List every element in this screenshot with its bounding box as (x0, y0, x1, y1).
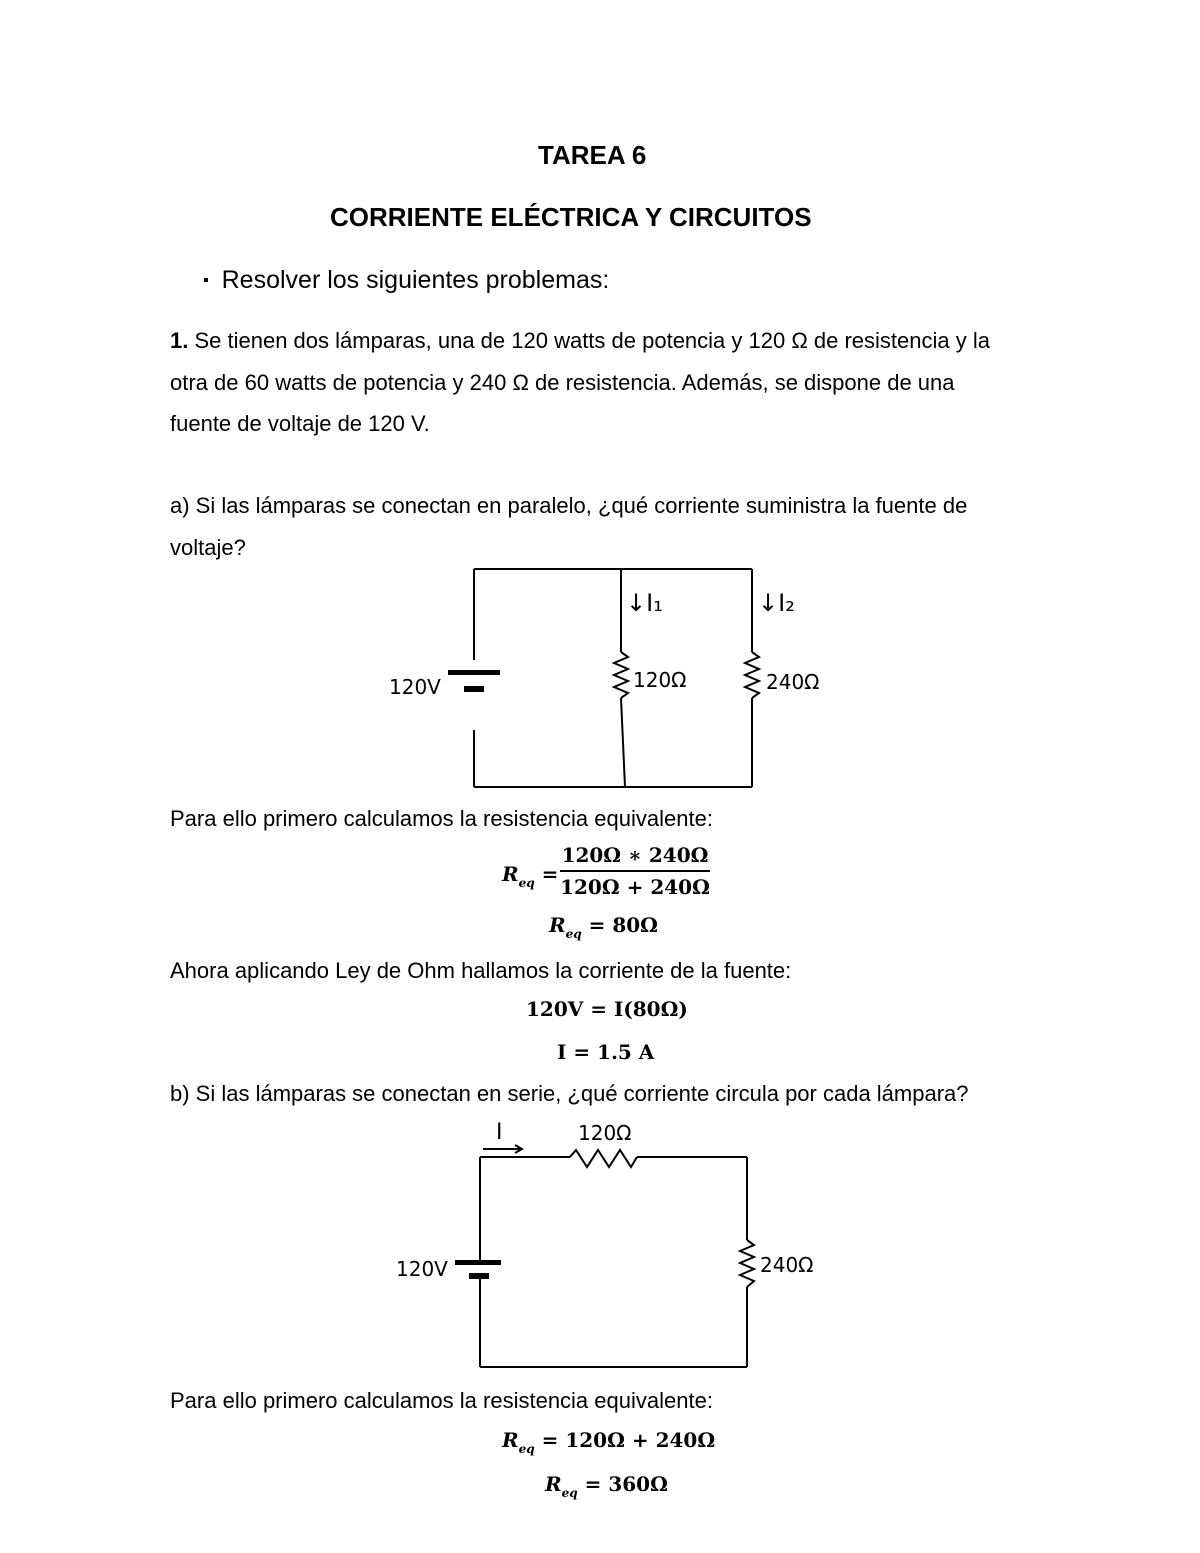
part-b-question: b) Si las lámparas se conectan en serie, ¿qué corriente circula por cada lámpara? (170, 1081, 969, 1106)
fraction-denominator: 120Ω + 240Ω (560, 875, 710, 899)
series-source-label: 120V (396, 1257, 448, 1281)
req-series-value: = 360Ω (584, 1472, 668, 1496)
series-r1-label: 120Ω (578, 1121, 632, 1145)
series-resistor-120-icon (570, 1150, 637, 1167)
req-r: R (502, 1428, 519, 1452)
req-series-equation (502, 1428, 715, 1456)
req-series-sum: = 120Ω + 240Ω (541, 1428, 716, 1452)
current-i2-label: ↓I₂ (758, 589, 795, 617)
problem1-line1-text: Se tienen dos lámparas, una de 120 watts de potencia y 120 Ω de resistencia y la (194, 328, 990, 353)
req-sub: eq (561, 1486, 578, 1500)
req-r: R (549, 913, 566, 937)
instruction-text: Resolver los siguientes problemas: (221, 266, 610, 294)
part-b-step1: Para ello primero calculamos la resistencia equivalente: (170, 1388, 713, 1413)
req-series-result (545, 1472, 668, 1500)
current-result: I = 1.5 A (557, 1040, 655, 1064)
parallel-r1-label: 120Ω (633, 668, 687, 692)
req-result-a-value: = 80Ω (588, 913, 658, 937)
parallel-r2-label: 240Ω (766, 670, 820, 694)
req-symbol-1: $R_{eq}$ = (502, 862, 559, 890)
part-a-step1: Para ello primero calculamos la resistencia equivalente: (170, 806, 713, 831)
problem1-line2: otra de 60 watts de potencia y 240 Ω de resistencia. Además, se dispone de una (170, 370, 955, 395)
current-i1-label: ↓I₁ (626, 589, 663, 617)
page-title: TAREA 6 (538, 140, 647, 170)
req-sub: eq (565, 927, 582, 941)
series-r2-label: 240Ω (760, 1253, 814, 1277)
part-a-question-line1: a) Si las lámparas se conectan en paralelo, ¿qué corriente suministra la fuente de (170, 493, 968, 518)
parallel-source-label: 120V (389, 675, 441, 699)
bullet-icon: ▪ (203, 272, 209, 289)
problem1-line3: fuente de voltaje de 120 V. (170, 411, 430, 436)
part-a-question-line2: voltaje? (170, 535, 246, 560)
series-battery-long-plate (455, 1260, 501, 1265)
req-sub: eq (518, 876, 535, 890)
part-a-step2: Ahora aplicando Ley de Ohm hallamos la corriente de la fuente: (170, 958, 792, 983)
req-r: R (502, 862, 519, 886)
series-current-label: I (496, 1120, 503, 1145)
fraction-numerator: 120Ω ∗ 240Ω (561, 843, 709, 867)
ohm-law-equation: 120V = I(80Ω) (526, 997, 688, 1021)
problem-number: 1. (170, 328, 189, 353)
req-r: R (545, 1472, 562, 1496)
req-sub: eq (518, 1442, 535, 1456)
series-battery-short-plate (469, 1273, 489, 1279)
page-subtitle: CORRIENTE ELÉCTRICA Y CIRCUITOS (330, 202, 812, 232)
series-resistor-240-icon (740, 1240, 754, 1287)
